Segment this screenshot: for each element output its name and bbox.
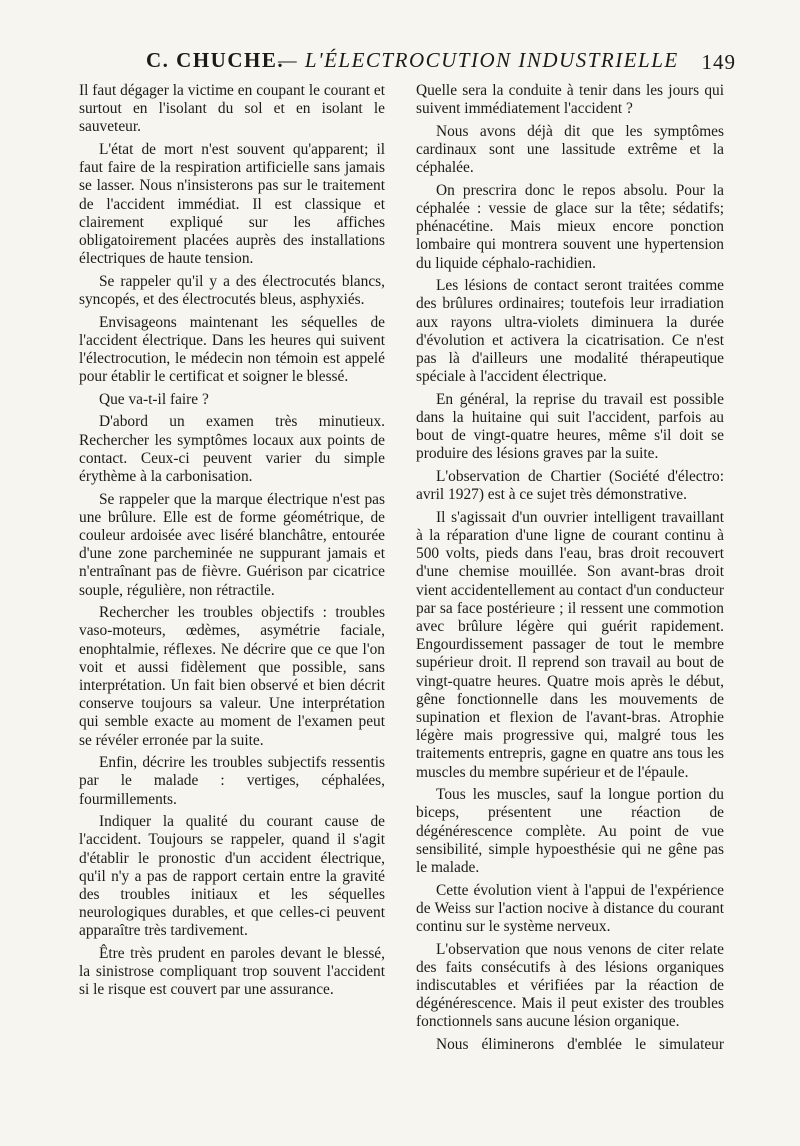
paragraph: Il s'agissait d'un ouvrier intelligent travaillant à la réparation d'une ligne de courant continu à 500 volts, pieds dans l'eau, bras droit recouvert d'une chemise mouillée. Son avant-bras droit vient accidentellement au contact d'un conducteur par sa face postérieure ; il ressent une commotion avec brûlure légère qui guérit rapidement. Engourdissement passager de tout le membre supérieur droit. Il reprend son travail au bout de vingt-quatre heures. Quatre mois après le début, gêne fonctionnelle dans les mouvements de supination et flexion de l'avant-bras. Atrophie légère mais progressive qui, malgré tous les traitements entrepris, gagne en quatre ans tous les muscles du membre supérieur et de l'épaule. — [416, 508, 724, 781]
header-author: C. CHUCHE. — [146, 48, 285, 72]
running-head — [146, 44, 736, 80]
paragraph: L'état de mort n'est souvent qu'apparent; il faut faire de la respiration artificielle sans jamais se lasser. Nous n'insisterons pas sur le traitement de l'accident immédiat. Il est classique et clairement expliqué sur les affiches obligatoirement placées auprès des installations électriques de haute tension. — [79, 141, 385, 268]
paragraph: L'observation que nous venons de citer relate des faits consécutifs à des lésions organiques indiscutables et vérifiées par la réaction de dégénérescence. Mais il peut exister des troubles fonctionnels sans aucune lésion organique. — [416, 940, 724, 1031]
paragraph: Quelle sera la conduite à tenir dans les jours qui suivent immédiatement l'accident ? — [416, 82, 724, 118]
page-number: 149 — [701, 50, 736, 74]
paragraph: Se rappeler que la marque électrique n'est pas une brûlure. Elle est de forme géométrique, de couleur ardoisée avec liséré blanchâtre, entourée d'une zone parcheminée ne suppurant jamais et n'entraînant pas de fièvre. Guérison par cicatrice souple, régulière, non rétractile. — [79, 490, 385, 599]
paragraph: L'observation de Chartier (Société d'électro: avril 1927) est à ce sujet très démonstrative. — [416, 468, 724, 504]
paragraph: Nous éliminerons d'emblée le simulateur — [436, 1036, 724, 1054]
paragraph: Nous avons déjà dit que les symptômes cardinaux sont une lassitude extrême et la céphalée. — [416, 122, 724, 177]
right-column — [416, 82, 724, 1054]
paragraph: En général, la reprise du travail est possible dans la huitaine qui suit l'accident, parfois au bout de vingt-quatre heures, même s'il doit se produire des lésions graves par la suite. — [416, 390, 724, 463]
paragraph: Être très prudent en paroles devant le blessé, la sinistrose compliquant trop souvent l'accident si le risque est couvert par une assurance. — [79, 945, 385, 999]
paragraph: D'abord un examen très minutieux. Rechercher les symptômes locaux aux points de contact. Ceux-ci peuvent varier du simple érythème à la carbonisation. — [79, 413, 385, 486]
paragraph: Rechercher les troubles objectifs : troubles vaso-moteurs, œdèmes, asymétrie faciale, enophtalmie, réflexes. Ne décrire que ce que l'on voit et aussi fidèlement que possible, sans interprétation. Un fait bien observé et bien décrit conserve toujours sa valeur. Une interprétation qui semble exacte au moment de l'examen peut se révéler erronée par la suite. — [79, 604, 385, 749]
paragraph: Les lésions de contact seront traitées comme des brûlures ordinaires; toutefois leur irradiation aux rayons ultra-violets diminuera la durée d'évolution et activera la cicatrisation. Ce n'est pas là d'ailleurs une modalité thérapeutique spéciale à l'accident électrique. — [416, 277, 724, 386]
paragraph: Que va-t-il faire ? — [99, 390, 209, 408]
paragraph: Enfin, décrire les troubles subjectifs ressentis par le malade : vertiges, céphalées, fourmillements. — [79, 754, 385, 808]
paragraph: Il faut dégager la victime en coupant le courant et surtout en l'isolant du sol et en isolant le sauveteur. — [79, 82, 385, 136]
paragraph: On prescrira donc le repos absolu. Pour la céphalée : vessie de glace sur la tête; sédatifs; phénacétine. Mais mieux encore ponction lombaire qui montrera souvent une hypertension du liquide céphalo-rachidien. — [416, 181, 724, 272]
paragraph: Tous les muscles, sauf la longue portion du biceps, présentent une réaction de dégénérescence complète. Au point de vue sensibilité, simple hypoesthésie qui ne gêne pas le malade. — [416, 786, 724, 877]
paragraph: Indiquer la qualité du courant cause de l'accident. Toujours se rappeler, quand il s'agit d'établir le pronostic d'un accident électrique, qu'il n'y a pas de rapport certain entre la gravité des troubles initiaux et les séquelles neurologiques durables, et que celles-ci peuvent apparaître très tardivement. — [79, 813, 385, 940]
paragraph: Envisageons maintenant les séquelles de l'accident électrique. Dans les heures qui suivent l'électrocution, le médecin non témoin est appelé pour établir le certificat et soigner le blessé. — [79, 313, 385, 386]
left-column — [79, 82, 385, 1004]
paragraph: Cette évolution vient à l'appui de l'expérience de Weiss sur l'action nocive à distance du courant continu sur le système nerveux. — [416, 881, 724, 936]
header-title: — L'ÉLECTROCUTION INDUSTRIELLE — [278, 48, 679, 72]
paragraph: Se rappeler qu'il y a des électrocutés blancs, syncopés, et des électrocutés bleus, asphyxiés. — [79, 272, 385, 309]
